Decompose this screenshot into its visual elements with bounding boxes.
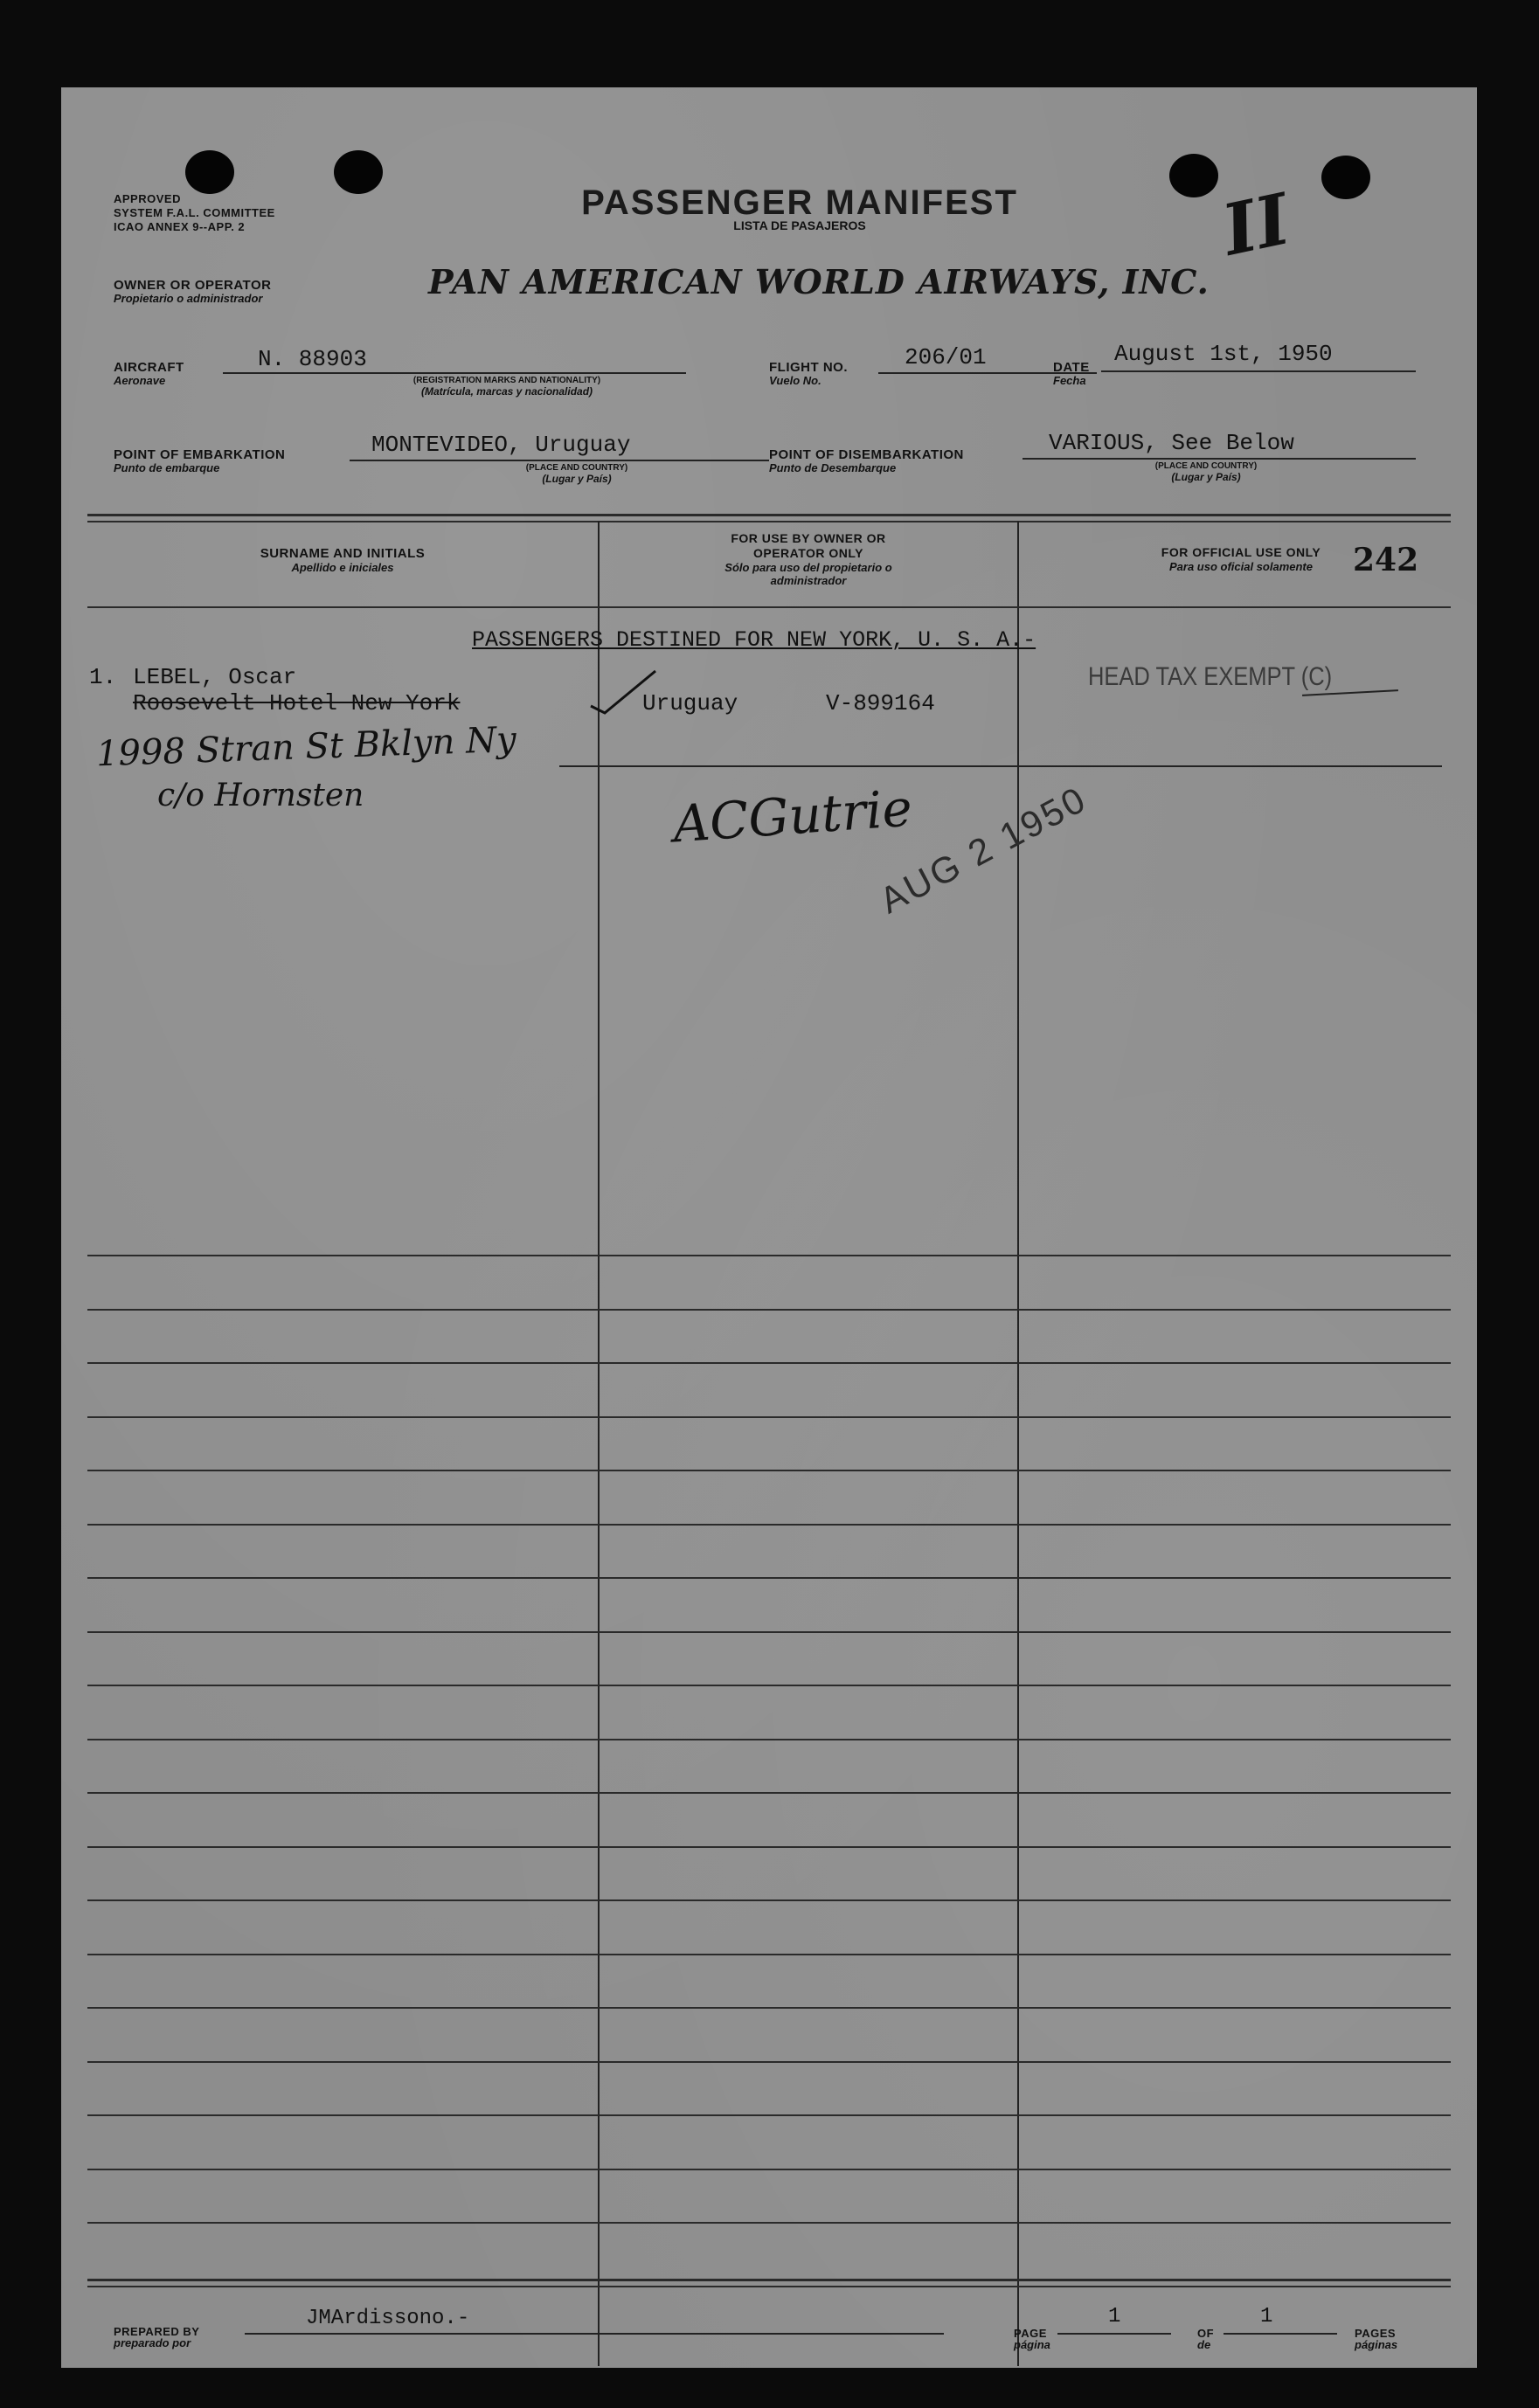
punch-hole bbox=[1321, 156, 1370, 199]
punch-hole bbox=[1169, 154, 1218, 197]
ruled-row-line bbox=[87, 1685, 1451, 1686]
aircraft-label-es: Aeronave bbox=[114, 374, 166, 387]
manifest-page bbox=[61, 87, 1477, 2368]
punch-hole bbox=[185, 150, 234, 194]
column-divider-2 bbox=[1017, 521, 1019, 2366]
ruled-row-line bbox=[87, 1577, 1451, 1579]
prepared-label-es: preparado por bbox=[114, 2336, 191, 2349]
date-underline bbox=[1101, 370, 1416, 372]
of-label: OF bbox=[1197, 2327, 1215, 2340]
form-title: PASSENGER MANIFEST bbox=[581, 183, 1018, 222]
ruled-row-line bbox=[87, 1846, 1451, 1848]
embark-underline bbox=[350, 460, 769, 461]
icao-text: ICAO ANNEX 9--APP. 2 bbox=[114, 220, 246, 233]
prepared-label: PREPARED BY bbox=[114, 2325, 200, 2338]
header-rule-bottom bbox=[87, 606, 1451, 608]
footer-rule bbox=[87, 2279, 1451, 2281]
owner-label: OWNER OR OPERATOR bbox=[114, 278, 272, 293]
date-label-es: Fecha bbox=[1053, 374, 1086, 387]
hand-care-of: c/o Hornsten bbox=[157, 778, 364, 813]
ruled-row-line bbox=[87, 2114, 1451, 2116]
ruled-row-line bbox=[87, 1362, 1451, 1364]
ruled-row-line bbox=[87, 1416, 1451, 1418]
passenger-name: LEBEL, Oscar bbox=[133, 664, 297, 690]
flight-value: 206/01 bbox=[905, 344, 987, 370]
ruled-row-line bbox=[87, 2061, 1451, 2063]
punch-hole bbox=[334, 150, 383, 194]
of-label-es: de bbox=[1197, 2338, 1211, 2351]
ruled-row-line bbox=[87, 1739, 1451, 1740]
date-stamp: AUG 2 1950 bbox=[872, 778, 1094, 922]
ruled-row-line bbox=[87, 2169, 1451, 2170]
page-label-es: página bbox=[1014, 2338, 1050, 2351]
flight-label-es: Vuelo No. bbox=[769, 374, 821, 387]
header-rule-top2 bbox=[87, 521, 1451, 522]
col2-label-es: Sólo para uso del propietario o administrador bbox=[724, 561, 892, 587]
section-heading: PASSENGERS DESTINED FOR NEW YORK, U. S. A.- bbox=[472, 627, 1036, 653]
owner-label-es: Propietario o administrador bbox=[114, 292, 263, 305]
aircraft-underline bbox=[223, 372, 686, 374]
aircraft-value: N. 88903 bbox=[258, 346, 367, 372]
embark-caption: (PLACE AND COUNTRY) bbox=[525, 463, 628, 473]
ruled-row-line bbox=[87, 1899, 1451, 1901]
embark-value: MONTEVIDEO, Uruguay bbox=[371, 432, 631, 458]
disembark-underline bbox=[1023, 458, 1416, 460]
disembark-label: POINT OF DISEMBARKATION bbox=[769, 447, 964, 462]
column-header-operator bbox=[708, 531, 909, 587]
embark-caption-es: (Lugar y País) bbox=[542, 473, 612, 485]
pages-label-es: páginas bbox=[1355, 2338, 1398, 2351]
of-underline bbox=[1224, 2333, 1337, 2335]
passenger-nationality: Uruguay bbox=[642, 690, 738, 716]
check-mark bbox=[586, 664, 690, 716]
passenger-document: V-899164 bbox=[826, 690, 935, 716]
form-subtitle: LISTA DE PASAJEROS bbox=[733, 218, 866, 232]
embark-label: POINT OF EMBARKATION bbox=[114, 447, 286, 462]
ruled-row-line bbox=[87, 1792, 1451, 1794]
footer-rule2 bbox=[87, 2286, 1451, 2287]
date-value: August 1st, 1950 bbox=[1114, 341, 1333, 367]
page-value: 1 bbox=[1108, 2305, 1121, 2328]
ruled-row-line bbox=[87, 1954, 1451, 1955]
page-label: PAGE bbox=[1014, 2327, 1047, 2340]
hand-address: 1998 Stran St Bklyn Ny bbox=[95, 719, 517, 775]
col1-label-es: Apellido e iniciales bbox=[291, 561, 394, 574]
disembark-label-es: Punto de Desembarque bbox=[769, 461, 897, 474]
col2-label: FOR USE BY OWNER OR OPERATOR ONLY bbox=[731, 531, 886, 560]
col3-label-es: Para uso oficial solamente bbox=[1168, 560, 1313, 573]
page-mark: II bbox=[1216, 177, 1297, 272]
column-header-surname bbox=[87, 546, 598, 574]
ruled-row-line bbox=[87, 2222, 1451, 2224]
col1-label: SURNAME AND INITIALS bbox=[260, 546, 426, 561]
header-rule-top bbox=[87, 514, 1451, 516]
column-header-official bbox=[1110, 545, 1372, 573]
passenger-number: 1. bbox=[89, 664, 117, 690]
system-text: SYSTEM F.A.L. COMMITTEE bbox=[114, 206, 275, 219]
approval-block bbox=[114, 192, 275, 234]
prepared-underline bbox=[245, 2333, 944, 2335]
ruled-row-line bbox=[87, 1631, 1451, 1633]
col3-label: FOR OFFICIAL USE ONLY bbox=[1161, 545, 1321, 559]
entry-rule bbox=[559, 765, 1442, 767]
aircraft-caption-es: (Matrícula, marcas y nacionalidad) bbox=[420, 385, 593, 398]
head-tax-stamp: HEAD TAX EXEMPT (C) bbox=[1088, 662, 1333, 691]
passenger-address-struck: Roosevelt Hotel New York bbox=[133, 690, 461, 716]
ruled-row-line bbox=[87, 1255, 1451, 1256]
ruled-row-line bbox=[87, 2007, 1451, 2009]
officer-signature: ACGutrie bbox=[670, 778, 914, 855]
page-underline bbox=[1057, 2333, 1171, 2335]
ruled-row-line bbox=[87, 1470, 1451, 1471]
pages-label: PAGES bbox=[1355, 2327, 1397, 2340]
ruled-row-line bbox=[87, 1309, 1451, 1311]
disembark-caption: (PLACE AND COUNTRY) bbox=[1154, 461, 1258, 471]
of-value: 1 bbox=[1260, 2305, 1273, 2328]
aircraft-label: AIRCRAFT bbox=[114, 360, 184, 375]
ruled-row-line bbox=[87, 1524, 1451, 1526]
column-divider-1 bbox=[598, 521, 600, 2366]
flight-label: FLIGHT NO. bbox=[769, 360, 848, 375]
disembark-value: VARIOUS, See Below bbox=[1049, 430, 1294, 456]
approved-text: APPROVED bbox=[114, 192, 181, 205]
official-number: 242 bbox=[1353, 542, 1419, 578]
aircraft-caption: (REGISTRATION MARKS AND NATIONALITY) bbox=[412, 376, 601, 385]
embark-label-es: Punto de embarque bbox=[114, 461, 220, 474]
prepared-value: JMArdissono.- bbox=[306, 2307, 470, 2330]
date-label: DATE bbox=[1053, 360, 1090, 375]
owner-value: PAN AMERICAN WORLD AIRWAYS, INC. bbox=[428, 262, 1210, 301]
disembark-caption-es: (Lugar y País) bbox=[1171, 471, 1241, 483]
